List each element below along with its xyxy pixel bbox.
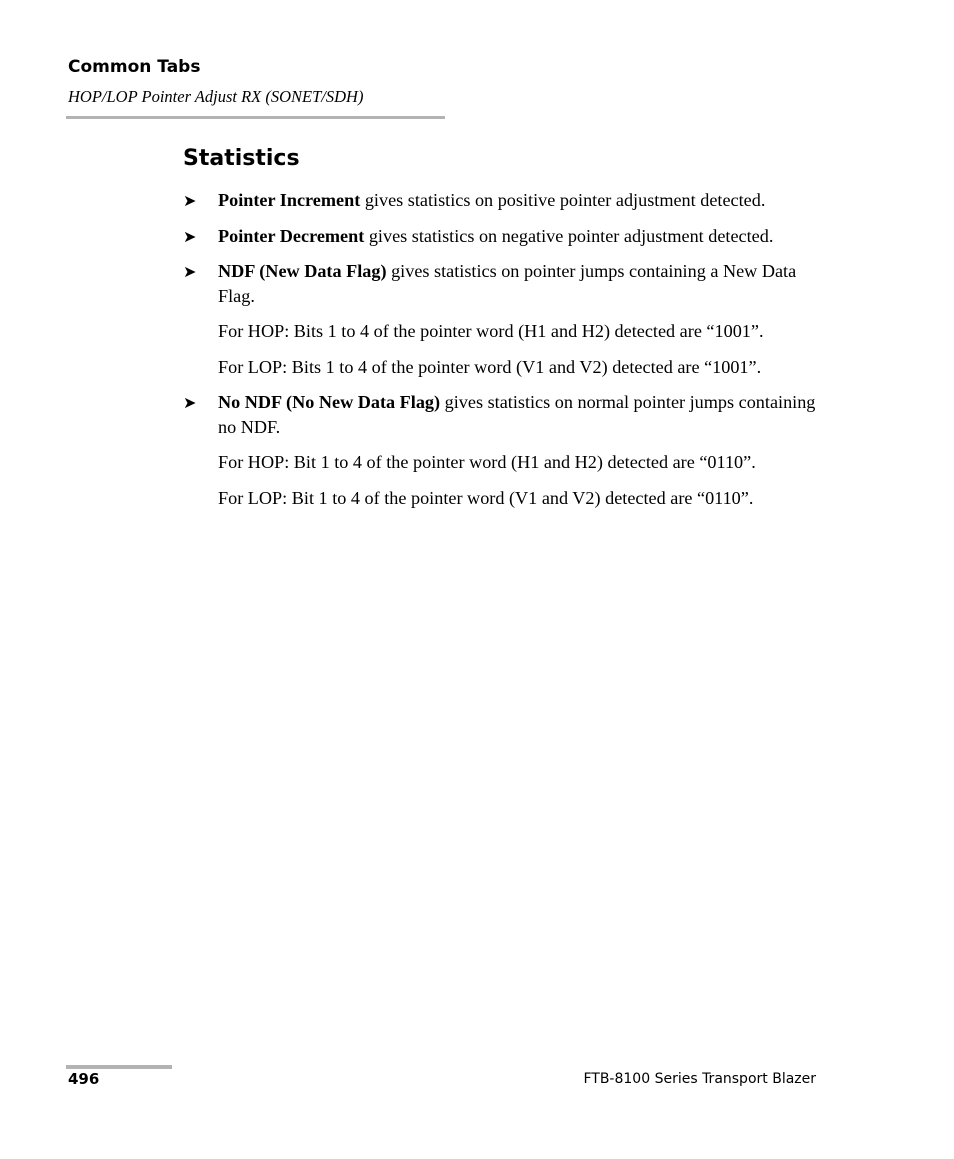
bullet-item (183, 259, 823, 308)
bullet-term: No NDF (No New Data Flag) (218, 392, 441, 412)
arrow-bullet-icon: ➤ (183, 226, 197, 246)
arrow-bullet-icon: ➤ (183, 191, 197, 210)
bullet-item (183, 390, 823, 439)
bullet-term: Pointer Decrement (218, 225, 365, 246)
footer-product-name: FTB-8100 Series Transport Blazer (583, 1071, 816, 1087)
footer-divider (66, 1065, 172, 1069)
bullet-term: Pointer Increment (218, 190, 361, 210)
arrow-bullet-icon: ➤ (183, 393, 197, 412)
bullet-text: gives statistics on positive pointer adjustment detected. (360, 190, 766, 210)
bullet-item (183, 188, 823, 213)
bullet-item (183, 224, 823, 249)
ndf-hop-paragraph: For HOP: Bits 1 to 4 of the pointer word (H1 and H2) detected are “1001”. (218, 321, 764, 341)
no-ndf-lop-paragraph: For LOP: Bit 1 to 4 of the pointer word (V1 and V2) detected are “0110”. (218, 487, 754, 508)
bullet-text: gives statistics on normal pointer jumps containing no NDF. (218, 392, 816, 437)
header-divider (66, 116, 445, 119)
ndf-lop-paragraph: For LOP: Bits 1 to 4 of the pointer word (V1 and V2) detected are “1001”. (218, 356, 762, 377)
content-body (183, 188, 823, 521)
header-subtitle: HOP/LOP Pointer Adjust RX (SONET/SDH) (68, 87, 364, 106)
no-ndf-hop-paragraph: For HOP: Bit 1 to 4 of the pointer word (H1 and H2) detected are “0110”. (218, 452, 756, 472)
bullet-text: gives statistics on pointer jumps containing a New Data Flag. (218, 261, 797, 306)
section-title: Statistics (183, 146, 300, 171)
arrow-bullet-icon: ➤ (183, 262, 197, 281)
page-number: 496 (68, 1070, 100, 1088)
header-title: Common Tabs (68, 57, 201, 77)
bullet-term: NDF (New Data Flag) (218, 261, 387, 281)
bullet-text: gives statistics on negative pointer adjustment detected. (364, 225, 774, 246)
